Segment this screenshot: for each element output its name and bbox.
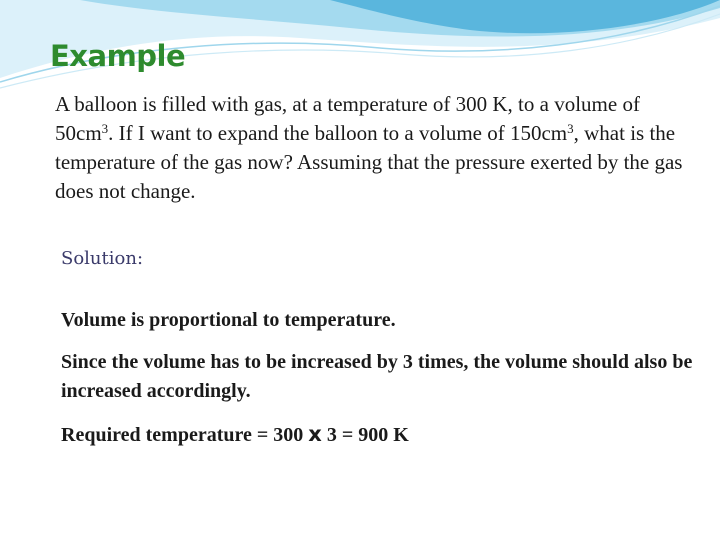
solution-step-scaling: Since the volume has to be increased by 3 times, the volume should also be increased accordingly.: [61, 351, 693, 402]
problem-statement: [55, 90, 695, 206]
slide-title: Example: [50, 39, 186, 73]
solution-label: Solution:: [61, 248, 144, 269]
problem-text-part-2: . If I want to expand the balloon to a volume of 150cm: [108, 121, 568, 145]
problem-superscript-1: 3: [101, 121, 109, 136]
problem-text-part-3: , what is the temperature of the gas now? Assuming that the pressure exerted by the gas does not change.: [55, 121, 683, 203]
result-prefix: Required temperature = 300: [61, 424, 309, 446]
result-suffix: 3 = 900 K: [321, 424, 409, 446]
problem-superscript-2: 3: [567, 121, 574, 136]
problem-text-part-1: A balloon is filled with gas, at a temperature of 300 K, to a volume of 50cm: [55, 92, 640, 145]
solution-step-proportionality: Volume is proportional to temperature.: [61, 309, 396, 331]
solution-result: [61, 420, 701, 450]
multiply-symbol: x: [308, 422, 322, 446]
